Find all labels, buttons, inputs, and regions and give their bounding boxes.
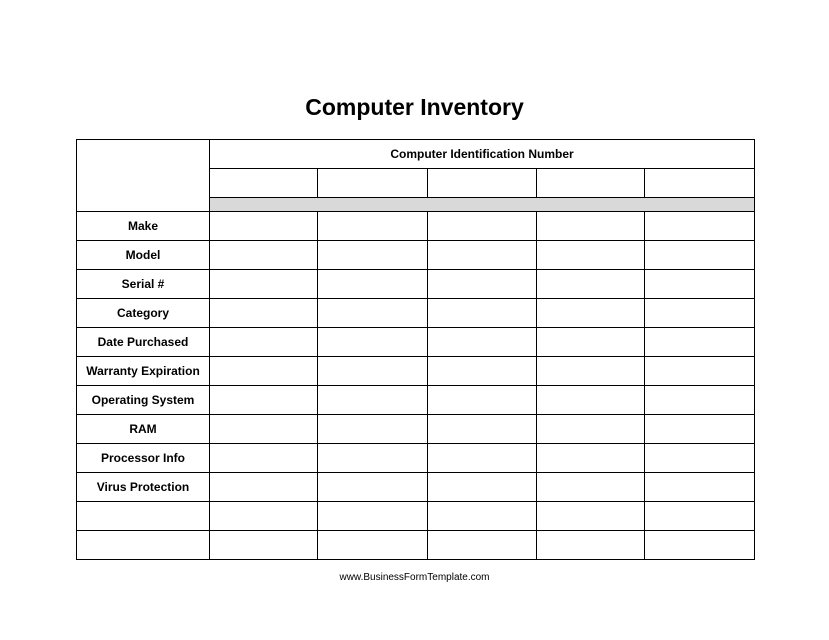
entry-cell[interactable] — [645, 241, 755, 270]
entry-cell[interactable] — [210, 502, 318, 531]
entry-cell[interactable] — [318, 241, 428, 270]
entry-cell[interactable] — [318, 531, 428, 560]
entry-cell[interactable] — [210, 270, 318, 299]
entry-cell[interactable] — [210, 444, 318, 473]
entry-cell[interactable] — [210, 299, 318, 328]
entry-cell[interactable] — [428, 270, 537, 299]
entry-cell[interactable] — [645, 299, 755, 328]
table-row — [77, 241, 755, 270]
entry-cell[interactable] — [428, 502, 537, 531]
row-label: Serial # — [77, 270, 210, 299]
entry-cell[interactable] — [210, 415, 318, 444]
row-label — [77, 531, 210, 560]
table-row — [77, 270, 755, 299]
page-title: Computer Inventory — [305, 94, 524, 120]
footer-url: www.BusinessFormTemplate.com — [339, 572, 490, 583]
entry-cell[interactable] — [645, 531, 755, 560]
entry-cell[interactable] — [645, 386, 755, 415]
entry-cell[interactable] — [318, 299, 428, 328]
row-label: Date Purchased — [77, 328, 210, 357]
entry-cell[interactable] — [428, 386, 537, 415]
entry-cell[interactable] — [537, 328, 645, 357]
row-label: Operating System — [77, 386, 210, 415]
entry-cell[interactable] — [428, 415, 537, 444]
entry-cell[interactable] — [318, 415, 428, 444]
id-number-header: Computer Identification Number — [210, 140, 755, 169]
row-label: Category — [77, 299, 210, 328]
entry-cell[interactable] — [645, 328, 755, 357]
entry-cell[interactable] — [645, 357, 755, 386]
entry-cell[interactable] — [428, 328, 537, 357]
entry-cell[interactable] — [318, 357, 428, 386]
row-label: Model — [77, 241, 210, 270]
table-row — [77, 357, 755, 386]
entry-cell[interactable] — [210, 386, 318, 415]
table-row — [77, 531, 755, 560]
entry-cell[interactable] — [428, 473, 537, 502]
entry-cell[interactable] — [537, 415, 645, 444]
table-row — [77, 386, 755, 415]
entry-cell[interactable] — [210, 531, 318, 560]
row-label: Virus Protection — [77, 473, 210, 502]
entry-cell[interactable] — [428, 444, 537, 473]
table-row — [77, 502, 755, 531]
entry-cell[interactable] — [645, 502, 755, 531]
entry-cell[interactable] — [537, 270, 645, 299]
entry-cell[interactable] — [537, 357, 645, 386]
entry-cell[interactable] — [645, 270, 755, 299]
id-number-cell[interactable] — [645, 169, 755, 198]
entry-cell[interactable] — [428, 212, 537, 241]
entry-cell[interactable] — [428, 357, 537, 386]
row-label — [77, 502, 210, 531]
entry-cell[interactable] — [210, 473, 318, 502]
entry-cell[interactable] — [210, 241, 318, 270]
corner-cell — [77, 140, 210, 212]
entry-cell[interactable] — [645, 473, 755, 502]
entry-cell[interactable] — [318, 270, 428, 299]
entry-cell[interactable] — [428, 531, 537, 560]
id-number-cell[interactable] — [318, 169, 428, 198]
entry-cell[interactable] — [318, 502, 428, 531]
row-label: RAM — [77, 415, 210, 444]
entry-cell[interactable] — [537, 241, 645, 270]
entry-cell[interactable] — [537, 299, 645, 328]
entry-cell[interactable] — [318, 386, 428, 415]
entry-cell[interactable] — [645, 415, 755, 444]
shaded-separator-row — [210, 198, 755, 212]
entry-cell[interactable] — [537, 502, 645, 531]
id-number-cell[interactable] — [537, 169, 645, 198]
entry-cell[interactable] — [537, 386, 645, 415]
entry-cell[interactable] — [537, 531, 645, 560]
inventory-table — [76, 139, 755, 560]
entry-cell[interactable] — [645, 212, 755, 241]
entry-cell[interactable] — [428, 241, 537, 270]
id-number-cell[interactable] — [210, 169, 318, 198]
table-row — [77, 328, 755, 357]
row-label: Processor Info — [77, 444, 210, 473]
entry-cell[interactable] — [645, 444, 755, 473]
id-number-cell[interactable] — [428, 169, 537, 198]
entry-cell[interactable] — [428, 299, 537, 328]
entry-cell[interactable] — [210, 212, 318, 241]
entry-cell[interactable] — [537, 444, 645, 473]
row-label: Warranty Expiration — [77, 357, 210, 386]
entry-cell[interactable] — [537, 212, 645, 241]
row-label: Make — [77, 212, 210, 241]
entry-cell[interactable] — [318, 473, 428, 502]
entry-cell[interactable] — [318, 212, 428, 241]
entry-cell[interactable] — [318, 444, 428, 473]
entry-cell[interactable] — [318, 328, 428, 357]
table-row — [77, 415, 755, 444]
table-row — [77, 473, 755, 502]
table-row — [77, 299, 755, 328]
entry-cell[interactable] — [210, 328, 318, 357]
table-row — [77, 212, 755, 241]
entry-cell[interactable] — [210, 357, 318, 386]
table-row — [77, 444, 755, 473]
entry-cell[interactable] — [537, 473, 645, 502]
